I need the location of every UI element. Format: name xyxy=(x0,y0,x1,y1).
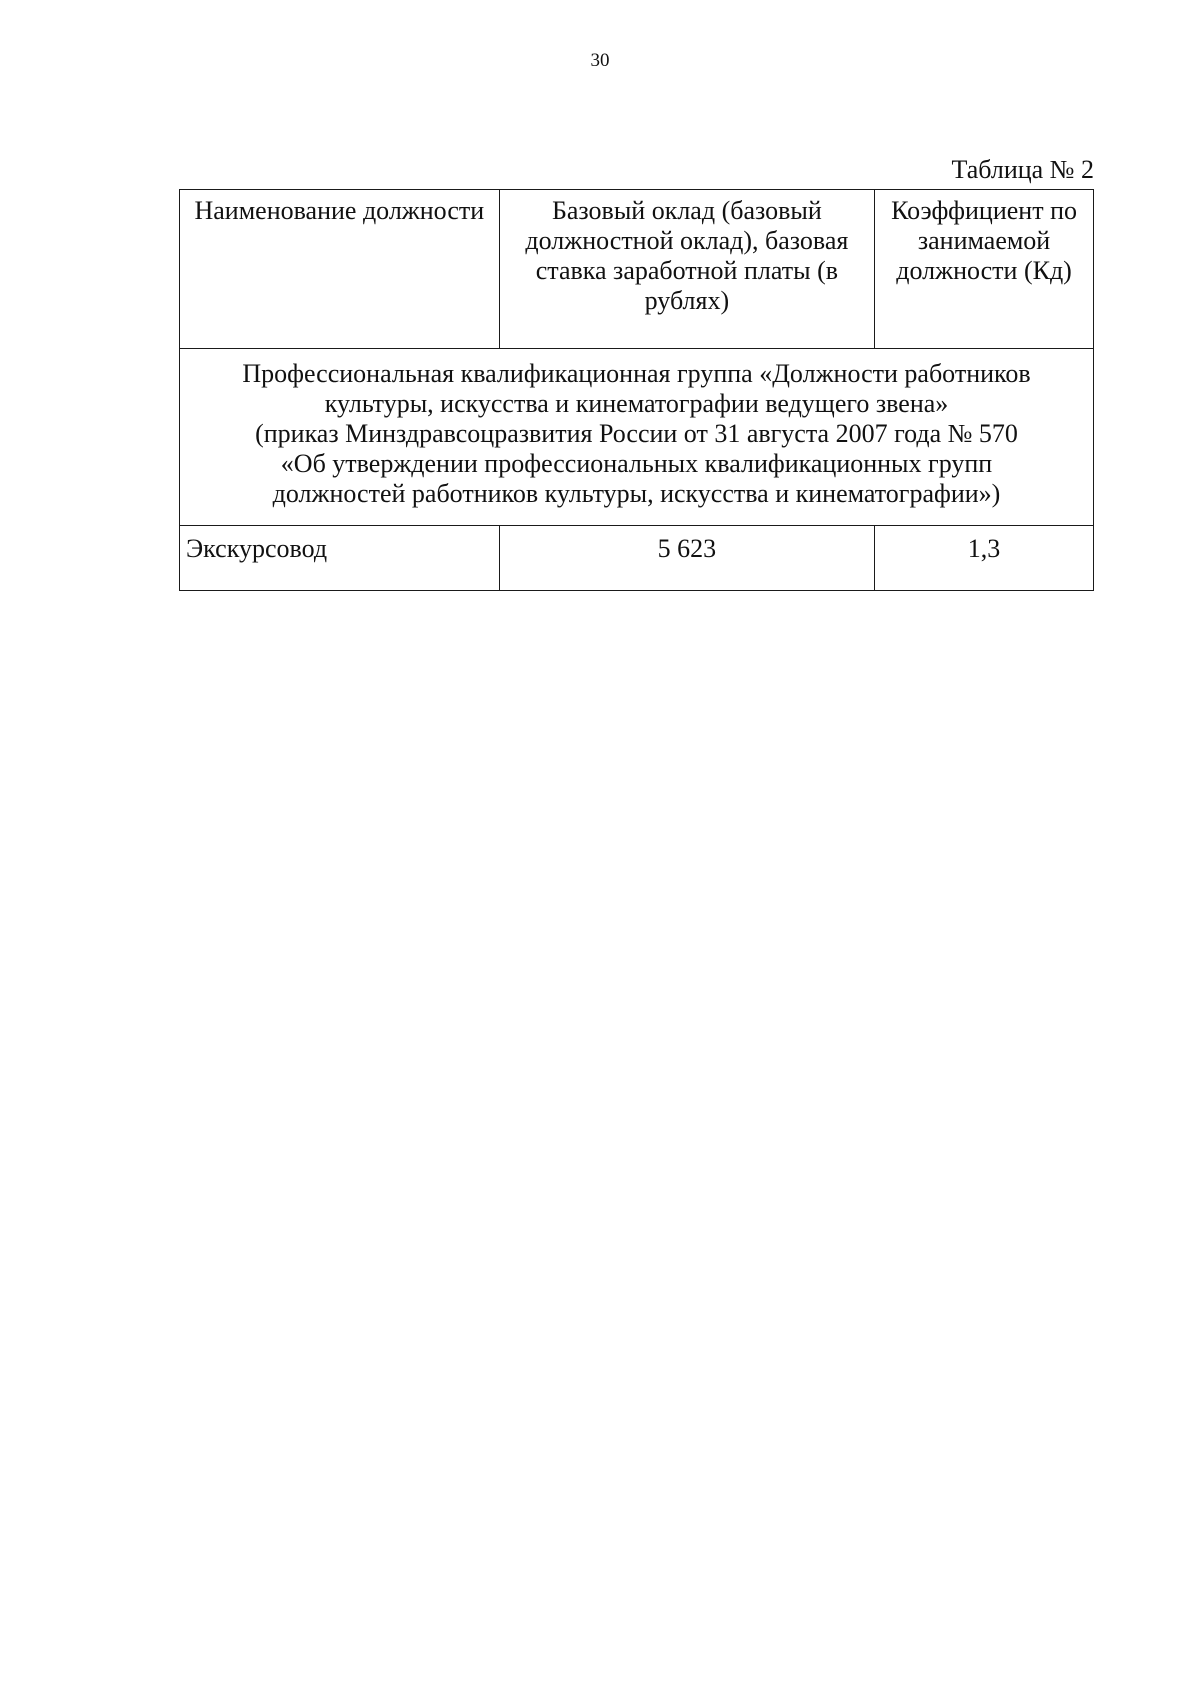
cell-coefficient: 1,3 xyxy=(875,526,1094,591)
table-row xyxy=(180,526,1094,591)
group-line-2: культуры, искусства и кинематографии ведущего звена» xyxy=(324,389,949,418)
salary-table xyxy=(179,189,1094,591)
group-line-5: должностей работников культуры, искусства и кинематографии») xyxy=(272,479,1001,508)
header-coefficient: Коэффициент по занимаемой должности (Кд) xyxy=(875,190,1094,349)
page-number: 30 xyxy=(590,50,610,71)
group-line-4: «Об утверждении профессиональных квалификационных групп xyxy=(280,449,993,478)
group-line-3: (приказ Минздравсоцразвития России от 31 августа 2007 года № 570 xyxy=(255,419,1018,448)
group-line-1: Профессиональная квалификационная группа «Должности работников xyxy=(242,359,1031,388)
qualification-group-row xyxy=(180,349,1094,526)
header-base-salary: Базовый оклад (базовый должностной оклад), базовая ставка заработной платы (в рублях) xyxy=(499,190,874,349)
cell-base-salary: 5 623 xyxy=(499,526,874,591)
table-caption: Таблица № 2 xyxy=(951,155,1094,184)
table-header-row xyxy=(180,190,1094,349)
header-position: Наименование должности xyxy=(180,190,500,349)
cell-position: Экскурсовод xyxy=(180,526,500,591)
qualification-group-cell xyxy=(180,349,1094,526)
